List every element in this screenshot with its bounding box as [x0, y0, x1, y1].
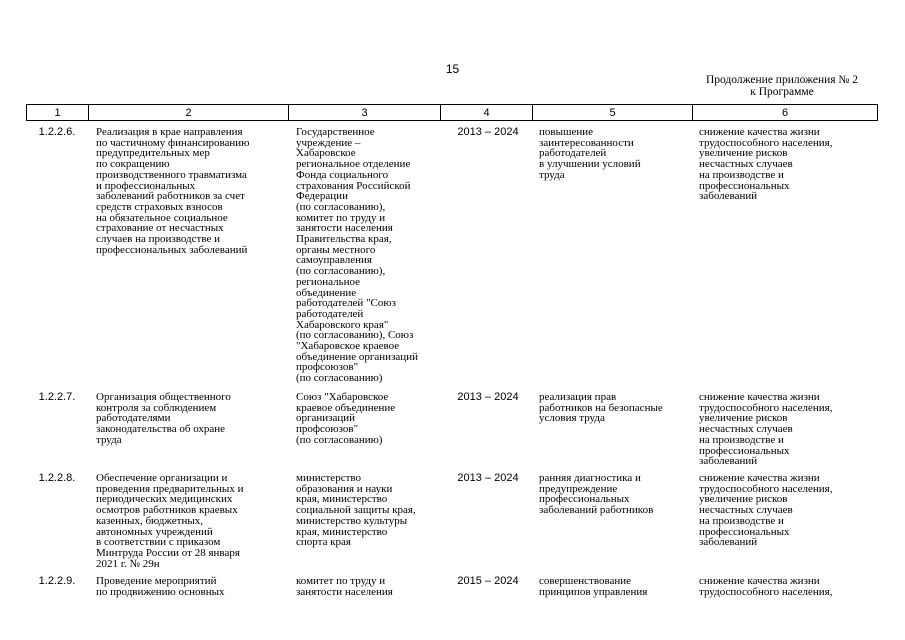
- row-result: реализация прав работников на безопасные условия труда: [539, 391, 663, 425]
- row-period: 2013 – 2024: [457, 472, 519, 484]
- header-col-2: 2: [89, 105, 289, 121]
- row-measure: Проведение мероприятий по продвижению основных: [96, 575, 225, 598]
- row-executor: Государственное учреждение – Хабаровское региональное отделение Фонда социального страхования Российской Федерации (по согласованию), комитет по труду и занятости населения Правительства края, органы местного самоуправления (по согласованию), региональное объединение работодателей "Союз работодателей Хабаровского края" (по согласованию), Союз "Хабаровское краевое объединение организаций профсоюзов" (по согласованию): [296, 126, 418, 385]
- row-result: повышение заинтересованности работодателей в улучшении условий труда: [539, 126, 641, 181]
- header-col-3: 3: [289, 105, 441, 121]
- row-measure: Обеспечение организации и проведения предварительных и периодических медицинских осмотров работников краевых казенных, бюджетных, автономных учреждений в соответствии с приказом Минтруда России от 28 января 2021 г. № 29н: [96, 472, 244, 570]
- row-consequence: снижение качества жизни трудоспособного населения, увеличение рисков несчастных случаев на производстве и профессиональных заболеваний: [699, 126, 833, 203]
- header-col-6: 6: [693, 105, 878, 121]
- header-row: [27, 105, 878, 121]
- row-number: 1.2.2.9.: [38, 575, 76, 587]
- row-period: 2013 – 2024: [457, 391, 519, 403]
- row-consequence: снижение качества жизни трудоспособного населения, увеличение рисков несчастных случаев на производстве и профессиональных заболеваний: [699, 391, 833, 468]
- appendix-note-line1: Продолжение приложения № 2: [705, 74, 859, 86]
- row-executor: Союз "Хабаровское краевое объединение организаций профсоюзов" (по согласованию): [296, 391, 396, 446]
- row-executor: комитет по труду и занятости населения: [296, 575, 393, 598]
- row-consequence: снижение качества жизни трудоспособного населения,: [699, 575, 833, 598]
- row-period: 2013 – 2024: [457, 126, 519, 138]
- appendix-note-line2: к Программе: [750, 86, 814, 98]
- row-executor: министерство образования и науки края, министерство социальной защиты края, министерство культуры края, министерство спорта края: [296, 472, 416, 549]
- row-number: 1.2.2.7.: [38, 391, 76, 403]
- row-result: совершенствование принципов управления: [539, 575, 648, 598]
- row-measure: Организация общественного контроля за соблюдением работодателями законодательства об охране труда: [96, 391, 231, 446]
- table-header: [26, 104, 878, 121]
- appendix-note: [682, 74, 882, 98]
- row-number: 1.2.2.8.: [38, 472, 76, 484]
- header-col-4: 4: [441, 105, 533, 121]
- header-col-5: 5: [533, 105, 693, 121]
- row-consequence: снижение качества жизни трудоспособного населения, увеличение рисков несчастных случаев на производстве и профессиональных заболеваний: [699, 472, 833, 549]
- header-col-1: 1: [27, 105, 89, 121]
- page-number: 15: [445, 62, 460, 76]
- row-result: ранняя диагностика и предупреждение профессиональных заболеваний работников: [539, 472, 654, 517]
- row-number: 1.2.2.6.: [38, 126, 76, 138]
- row-period: 2015 – 2024: [457, 575, 519, 587]
- row-measure: Реализация в крае направления по частичному финансированию предупредительных мер по сокращению производственного травматизма и профессиональных заболеваний работников за счет средств страховых взносов на обязательное социальное страхование от несчастных случаев на производстве и профессиональных заболеваний: [96, 126, 250, 256]
